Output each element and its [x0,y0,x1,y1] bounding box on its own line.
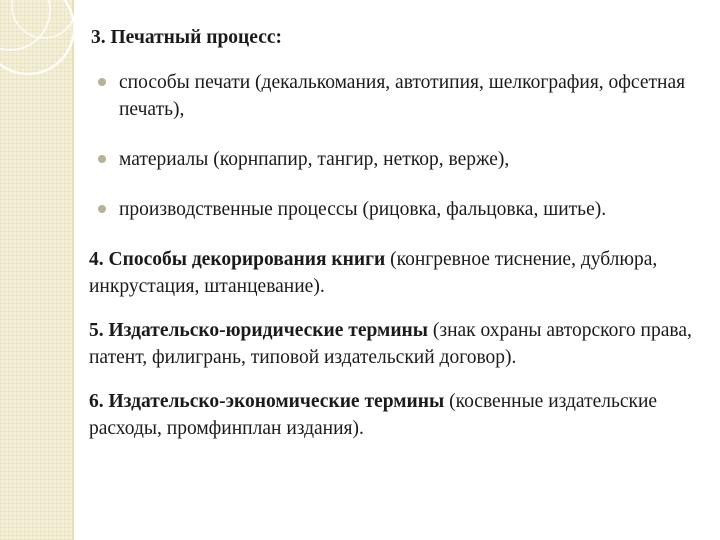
section-4-text: (конгревное тиснение, дублюра, инкрустация, штанцевание). [89,249,658,297]
printing-process-list [89,69,714,223]
list-item-text: материалы (корнпапир, тангир, неткор, верже), [119,149,510,170]
bullet-icon [98,205,106,213]
section-4-paragraph [89,246,714,300]
section-3-heading: 3. Печатный процесс: [91,27,282,48]
section-5-paragraph [89,317,714,371]
section-5-text: (знак охраны авторского права, патент, филигрань, типовой издательский договор). [89,320,692,368]
bullet-icon [98,78,106,86]
list-item [89,146,714,173]
section-5-title: 5. Издательско-юридические термины [89,320,429,341]
bullet-icon [98,155,106,163]
section-6-title: 6. Издательско-экономические термины [89,391,445,412]
list-item-text: способы печати (декалькомания, автотипия, шелкография, офсетная печать), [119,72,686,120]
list-item [89,69,714,123]
section-6-text: (косвенные издательские расходы, промфинплан издания). [89,391,658,439]
list-item [89,196,714,223]
slide-content [89,14,714,459]
section-6-paragraph [89,388,714,442]
section-4-title: 4. Способы декорирования книги [89,249,386,270]
list-item-text: производственные процессы (рицовка, фальцовка, шитье). [119,199,607,220]
